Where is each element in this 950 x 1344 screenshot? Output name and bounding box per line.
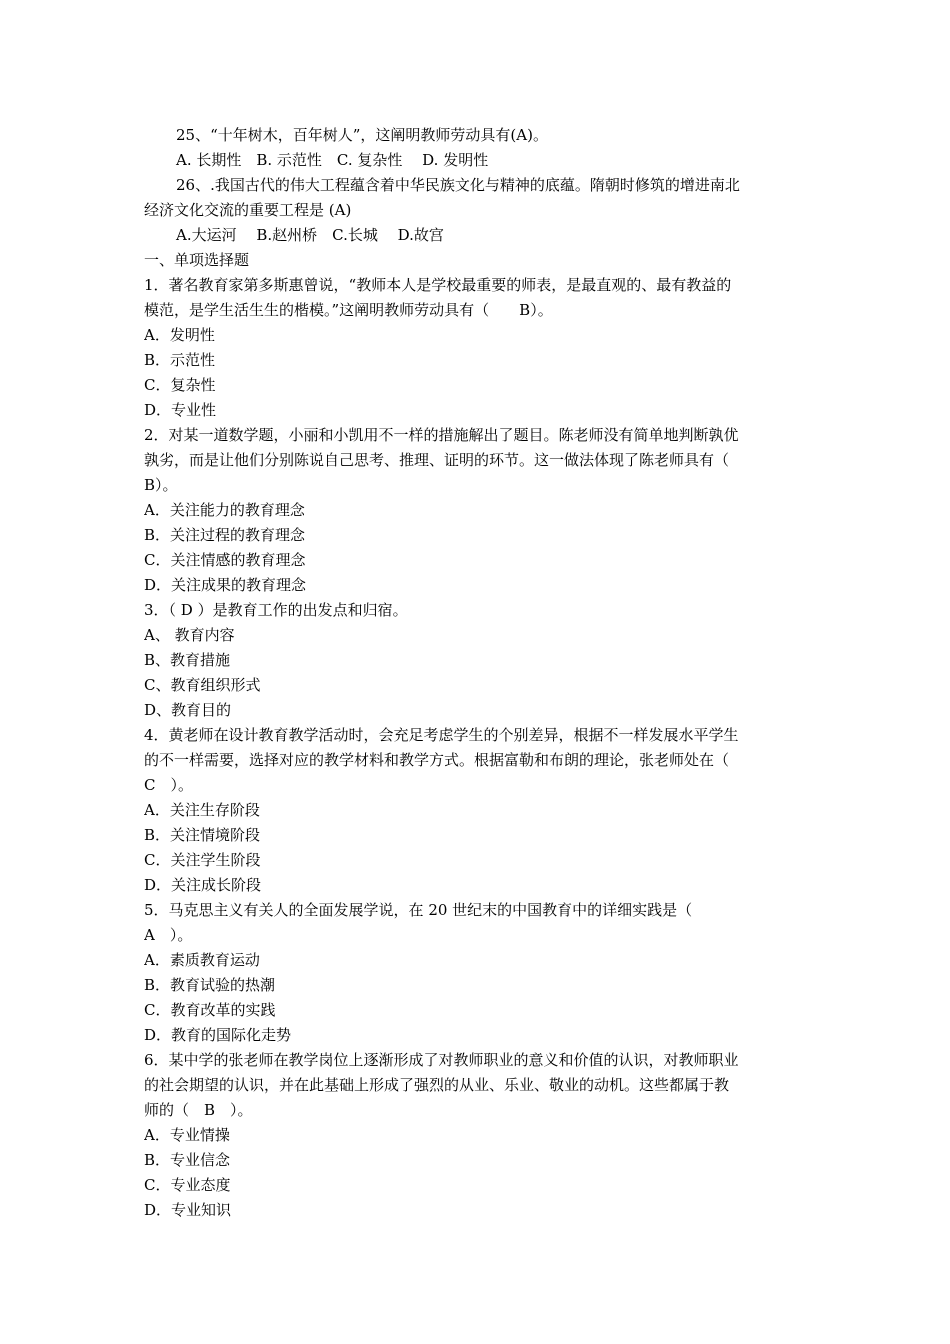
option-item: B．关注情境阶段 (144, 826, 261, 844)
question-line: A ）。 (144, 926, 193, 944)
option-item: A、 教育内容 (144, 626, 235, 644)
q25-question: 25、“十年树木，百年树人”，这阐明教师劳动具有(A)。 (176, 126, 548, 144)
question-block-2 (144, 423, 806, 598)
question-line: C ）。 (144, 776, 193, 794)
option-item: A．关注能力的教育理念 (144, 501, 305, 519)
q26-options: A.大运河 B.赵州桥 C.长城 D.故宫 (176, 226, 444, 244)
question-block-5 (144, 898, 806, 1048)
option-item: C．教育改革的实践 (144, 1001, 276, 1019)
question-line: 模范，是学生活生生的楷模。”这阐明教师劳动具有（ B）。 (144, 301, 553, 319)
question-line: 3．（ D ）是教育工作的出发点和归宿。 (144, 601, 408, 619)
option-item: C．复杂性 (144, 376, 216, 394)
option-item: C．专业态度 (144, 1176, 231, 1194)
option-item: A．专业情操 (144, 1126, 230, 1144)
question-line: 6．某中学的张老师在教学岗位上逐渐形成了对教师职业的意义和价值的认识，对教师职业 (144, 1051, 739, 1069)
option-item: A．素质教育运动 (144, 951, 260, 969)
question-block-1 (144, 273, 806, 423)
option-item: B、教育措施 (144, 651, 231, 669)
question-line: 师的（ B ）。 (144, 1101, 253, 1119)
question-block-3 (144, 598, 806, 723)
question-line: 2．对某一道数学题，小丽和小凯用不一样的措施解出了题目。陈老师没有简单地判断孰优 (144, 426, 739, 444)
q26-question-line2: 经济文化交流的重要工程是 (A) (144, 201, 352, 219)
question-block-6 (144, 1048, 806, 1223)
question-line: 孰劣，而是让他们分别陈说自己思考、推理、证明的环节。这一做法体现了陈老师具有（ (144, 451, 730, 469)
option-item: D．教育的国际化走势 (144, 1026, 292, 1044)
option-item: B．教育试验的热潮 (144, 976, 276, 994)
option-item: B．专业信念 (144, 1151, 231, 1169)
option-item: D．专业性 (144, 401, 217, 419)
question-line: 的不一样需要，选择对应的教学材料和教学方式。根据富勒和布朗的理论，张老师处在（ (144, 751, 730, 769)
section-title: 一、单项选择题 (144, 251, 250, 269)
question-line: B）。 (144, 476, 178, 494)
question-block-4 (144, 723, 806, 898)
option-item: D．关注成果的教育理念 (144, 576, 307, 594)
q25-options: A. 长期性 B. 示范性 C. 复杂性 D. 发明性 (176, 151, 489, 169)
option-item: B．关注过程的教育理念 (144, 526, 306, 544)
option-item: C．关注学生阶段 (144, 851, 261, 869)
option-item: C．关注情感的教育理念 (144, 551, 306, 569)
question-line: 1．著名教育家第多斯惠曾说，“教师本人是学校最重要的师表，是最直观的、最有教益的 (144, 276, 732, 294)
option-item: A．关注生存阶段 (144, 801, 260, 819)
question-line: 5．马克思主义有关人的全面发展学说，在 20 世纪末的中国教育中的详细实践是（ (144, 901, 693, 919)
question-line: 4．黄老师在设计教育教学活动时，会充足考虑学生的个别差异，根据不一样发展水平学生 (144, 726, 739, 744)
option-item: A．发明性 (144, 326, 215, 344)
question-line: 的社会期望的认识，并在此基础上形成了强烈的从业、乐业、敬业的动机。这些都属于教 (144, 1076, 730, 1094)
option-item: D．专业知识 (144, 1201, 232, 1219)
option-item: C、教育组织形式 (144, 676, 261, 694)
option-item: B．示范性 (144, 351, 216, 369)
option-item: D、教育目的 (144, 701, 232, 719)
option-item: D．关注成长阶段 (144, 876, 262, 894)
document-page (144, 123, 806, 1223)
q26-question-line1: 26、.我国古代的伟大工程蕴含着中华民族文化与精神的底蕴。隋朝时修筑的增进南北 (176, 176, 740, 194)
